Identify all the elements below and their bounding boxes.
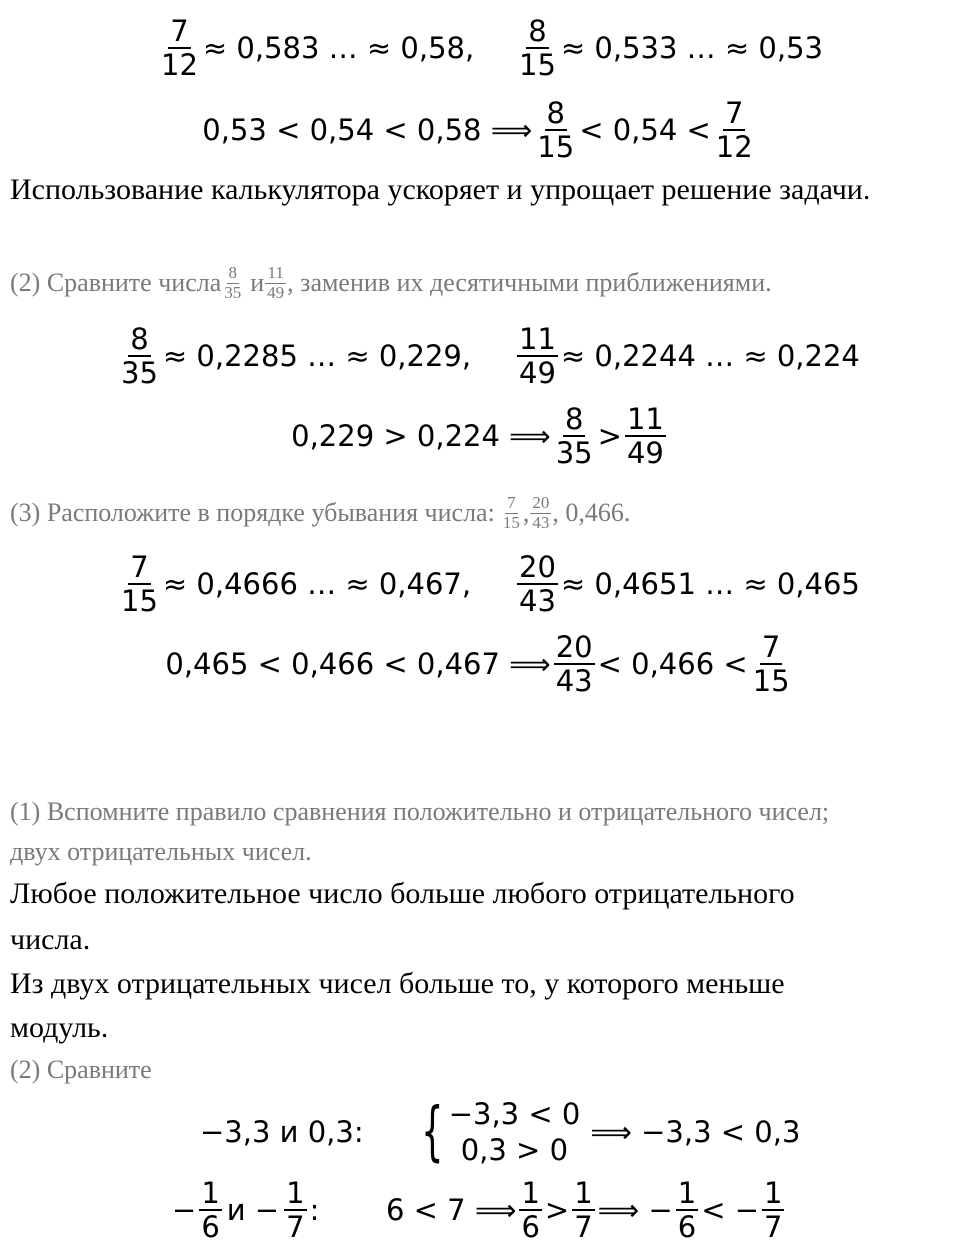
task-prompt: (3) Расположите в порядке убывания числа: $\frac{7}{15}$ , $\frac{20}{43}$ , 0,466. xyxy=(10,493,631,532)
equation-row xyxy=(0,10,960,86)
equation-row xyxy=(0,318,960,394)
fraction: $\frac{7}{12}$ xyxy=(161,13,198,82)
answer-line: Любое положительное число больше любого отрицательного xyxy=(10,877,795,910)
fraction: $\frac{8}{15}$ xyxy=(519,13,556,82)
question-line: (2) Сравните xyxy=(10,1055,152,1084)
comparison-row: 0,229 > 0,224 ⟹ $\frac{8}{35}$ > $\frac{11}{49}$ xyxy=(291,401,664,470)
fraction: $\frac{8}{35}$ xyxy=(555,401,593,470)
fraction: $\frac{11}{49}$ xyxy=(519,321,556,390)
task-prompt: (2) Сравните числа $\frac{8}{35}$ и $\frac{11}{49}$ , заменив их десятичными приближениями. xyxy=(10,263,772,302)
approx-left: $\frac{7}{12}$ ≈ 0,583 … ≈ 0,58, xyxy=(161,13,475,82)
approx-right: $\frac{11}{49}$ ≈ 0,2244 … ≈ 0,224 xyxy=(519,321,860,390)
fraction: $\frac{1}{7}$ xyxy=(574,1175,593,1244)
equation-system: { −3,3 < 0 0,3 > 0 ⟹ −3,3 < 0,3 xyxy=(421,1095,801,1169)
conclusion-text: Использование калькулятора ускоряет и упрощает решение задачи. xyxy=(10,173,871,206)
fraction: $\frac{1}{6}$ xyxy=(677,1175,697,1244)
fraction: $\frac{8}{35}$ xyxy=(121,321,158,390)
fraction: $\frac{1}{6}$ xyxy=(201,1175,220,1244)
answer-line: числа. xyxy=(10,923,91,956)
fraction: $\frac{7}{15}$ xyxy=(121,549,158,618)
brace-icon: { xyxy=(421,1095,444,1169)
example-label: − $\frac{1}{6}$ и − $\frac{1}{7}$ : xyxy=(172,1175,320,1244)
fraction: $\frac{1}{7}$ xyxy=(764,1175,783,1244)
comparison-row: 0,465 < 0,466 < 0,467 ⟹ $\frac{20}{43}$ < 0,466 < $\frac{7}{15}$ xyxy=(165,629,790,698)
fraction: $\frac{20}{43}$ xyxy=(555,629,593,698)
fraction: $\frac{7}{15}$ xyxy=(502,493,520,532)
fraction: $\frac{11}{49}$ xyxy=(626,401,664,470)
approx-right: $\frac{8}{15}$ ≈ 0,533 … ≈ 0,53 xyxy=(519,13,823,82)
example-solution: 6 < 7 ⟹ $\frac{1}{6}$ > $\frac{1}{7}$ ⟹ − $\frac{1}{6}$ < − $\frac{1}{7}$ xyxy=(386,1175,783,1244)
example-row xyxy=(0,1172,960,1248)
fraction: $\frac{7}{15}$ xyxy=(752,629,790,698)
example-row: −3,3 и 0,3: { −3,3 < 0 0,3 > 0 ⟹ −3,3 < 0,3 xyxy=(200,1095,801,1169)
answer-line: модуль. xyxy=(10,1011,109,1044)
approx-left: $\frac{8}{35}$ ≈ 0,2285 … ≈ 0,229, xyxy=(121,321,472,390)
fraction: $\frac{1}{6}$ xyxy=(521,1175,540,1244)
fraction: $\frac{11}{49}$ xyxy=(267,263,285,302)
question-line: (1) Вспомните правило сравнения положительно и отрицательного чисел; xyxy=(10,797,830,826)
fraction: $\frac{20}{43}$ xyxy=(532,493,550,532)
fraction: $\frac{20}{43}$ xyxy=(519,549,556,618)
answer-line: Из двух отрицательных чисел больше то, у которого меньше xyxy=(10,967,785,1000)
approx-right: $\frac{20}{43}$ ≈ 0,4651 … ≈ 0,465 xyxy=(519,549,860,618)
question-line: двух отрицательных чисел. xyxy=(10,837,312,866)
approx-left: $\frac{7}{15}$ ≈ 0,4666 … ≈ 0,467, xyxy=(121,549,472,618)
equation-row xyxy=(0,546,960,622)
comparison-row: 0,53 < 0,54 < 0,58 ⟹ $\frac{8}{15}$ < 0,54 < $\frac{7}{12}$ xyxy=(202,95,753,164)
fraction: $\frac{7}{12}$ xyxy=(715,95,753,164)
fraction: $\frac{8}{35}$ xyxy=(224,263,242,302)
fraction: $\frac{1}{7}$ xyxy=(286,1175,305,1244)
fraction: $\frac{8}{15}$ xyxy=(537,95,575,164)
